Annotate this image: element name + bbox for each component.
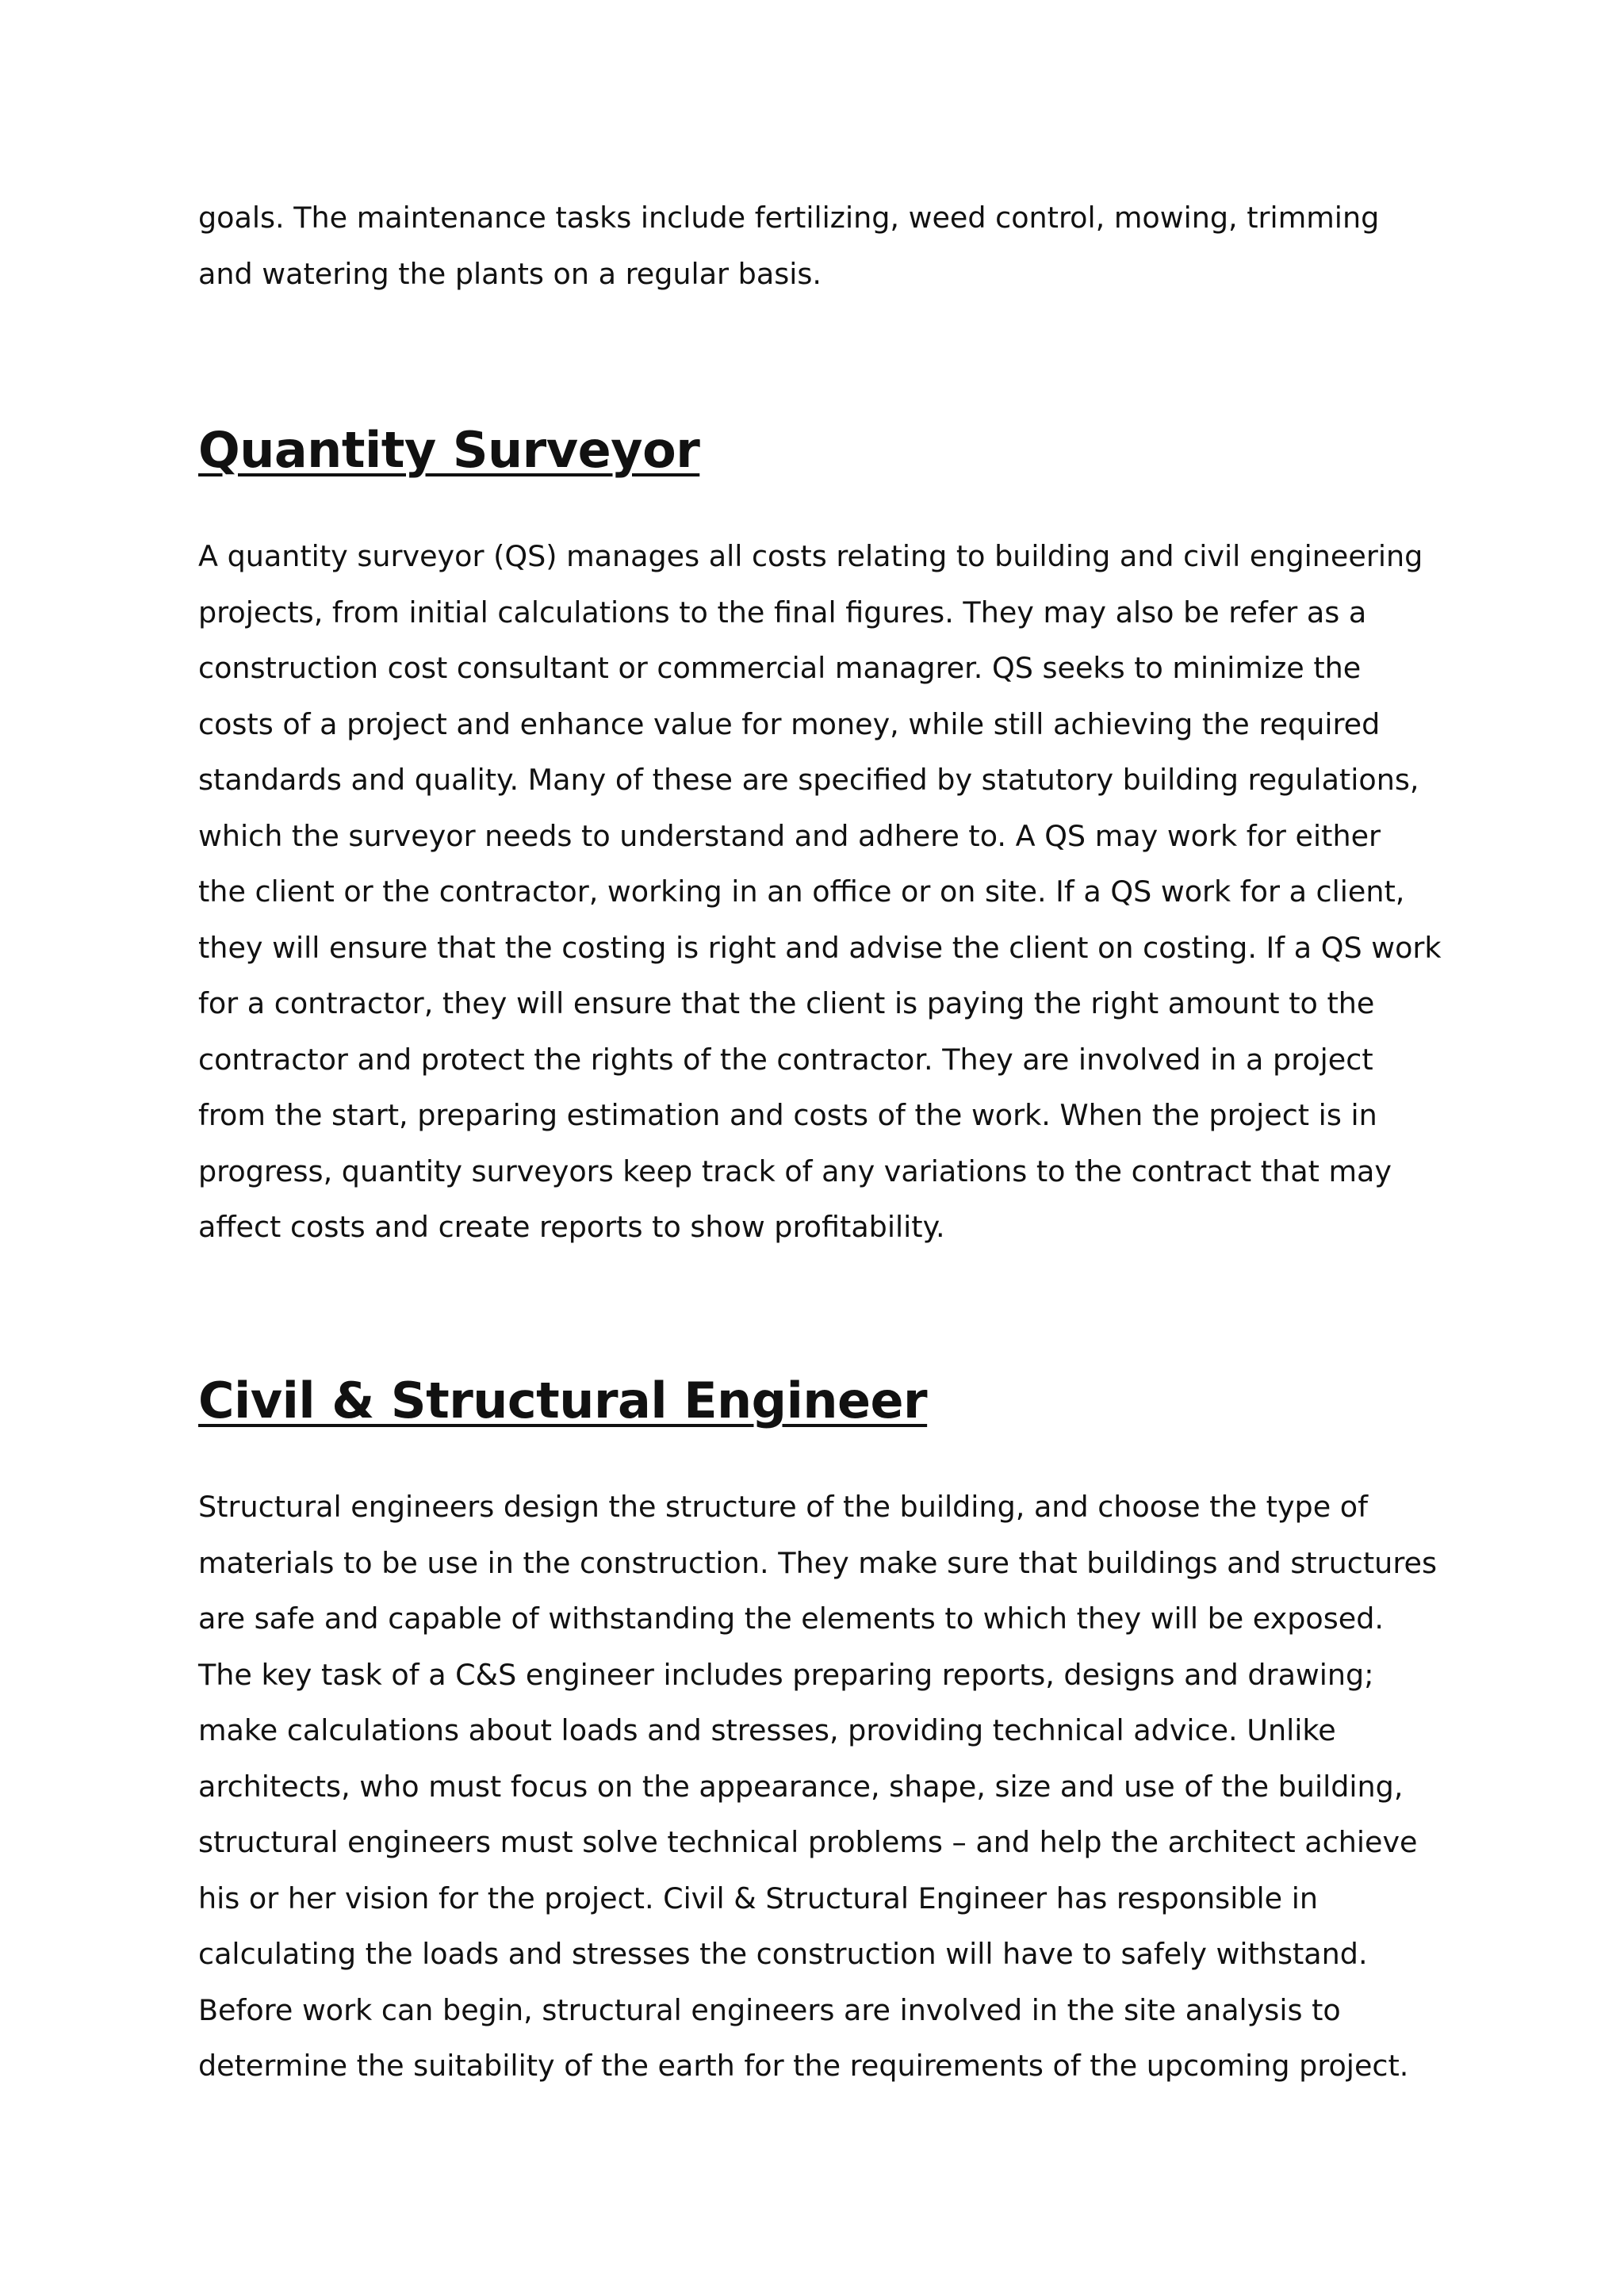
- section-heading-civil-structural-engineer: Civil & Structural Engineer: [198, 1372, 928, 1429]
- paragraph-line: contractor and protect the rights of the contractor. They are involved in a project: [198, 1042, 1373, 1077]
- paragraph-line: Structural engineers design the structure of the building, and choose the type of: [198, 1490, 1368, 1524]
- paragraph-line: from the start, preparing estimation and costs of the work. When the project is in: [198, 1098, 1377, 1132]
- paragraph-line: the client or the contractor, working in an office or on site. If a QS work for a client,: [198, 874, 1405, 909]
- quantity-surveyor-paragraph: [198, 529, 1442, 1256]
- paragraph-line: The key task of a C&S engineer includes preparing reports, designs and drawing;: [198, 1657, 1374, 1692]
- paragraph-line: affect costs and create reports to show profitability.: [198, 1210, 945, 1244]
- paragraph-line: his or her vision for the project. Civil & Structural Engineer has responsible in: [198, 1881, 1318, 1915]
- paragraph-line: progress, quantity surveyors keep track of any variations to the contract that may: [198, 1154, 1392, 1188]
- paragraph-line: determine the suitability of the earth for the requirements of the upcoming project.: [198, 2049, 1409, 2083]
- paragraph-line: A quantity surveyor (QS) manages all costs relating to building and civil engineering: [198, 539, 1423, 573]
- paragraph-line: structural engineers must solve technical problems – and help the architect achieve: [198, 1825, 1418, 1859]
- paragraph-line: which the surveyor needs to understand and adhere to. A QS may work for either: [198, 818, 1381, 853]
- paragraph-line: for a contractor, they will ensure that the client is paying the right amount to the: [198, 986, 1375, 1020]
- paragraph-line: they will ensure that the costing is right and advise the client on costing. If a QS work: [198, 930, 1442, 965]
- civil-structural-engineer-paragraph: [198, 1479, 1437, 2095]
- paragraph-line: make calculations about loads and stresses, providing technical advice. Unlike: [198, 1713, 1336, 1747]
- paragraph-line: Before work can begin, structural engineers are involved in the site analysis to: [198, 1992, 1341, 2027]
- paragraph-line: architects, who must focus on the appearance, shape, size and use of the building,: [198, 1769, 1404, 1804]
- paragraph-line: construction cost consultant or commercial managrer. QS seeks to minimize the: [198, 651, 1362, 685]
- paragraph-line: projects, from initial calculations to the final figures. They may also be refer as a: [198, 595, 1367, 629]
- paragraph-line: costs of a project and enhance value for money, while still achieving the required: [198, 706, 1381, 741]
- paragraph-line: are safe and capable of withstanding the elements to which they will be exposed.: [198, 1601, 1384, 1636]
- paragraph-line: goals. The maintenance tasks include fertilizing, weed control, mowing, trimming: [198, 201, 1380, 235]
- paragraph-line: calculating the loads and stresses the construction will have to safely withstand.: [198, 1937, 1368, 1971]
- paragraph-line: materials to be use in the construction. They make sure that buildings and structures: [198, 1545, 1437, 1580]
- section-heading-quantity-surveyor: Quantity Surveyor: [198, 421, 700, 479]
- paragraph-line: standards and quality. Many of these are specified by statutory building regulations,: [198, 763, 1419, 797]
- paragraph-line: and watering the plants on a regular basis.: [198, 256, 822, 291]
- intro-paragraph: [198, 190, 1379, 302]
